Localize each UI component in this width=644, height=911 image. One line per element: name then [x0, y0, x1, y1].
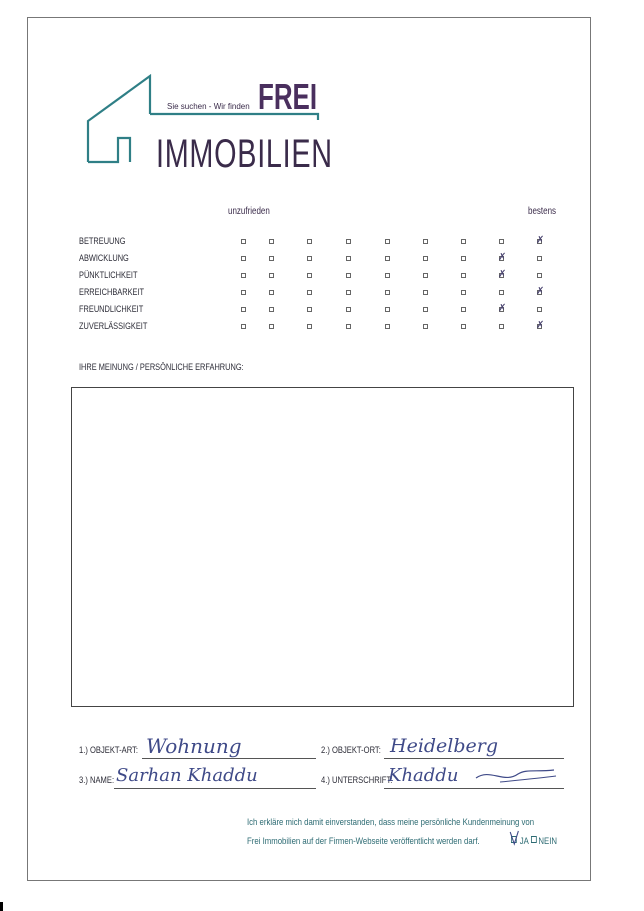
- rating-row-label: FREUNDLICHKEIT: [79, 304, 144, 315]
- rating-checkbox[interactable]: [499, 290, 504, 295]
- rating-checkbox[interactable]: [346, 273, 351, 278]
- rating-checkbox[interactable]: [461, 239, 466, 244]
- logo-frei: FREI: [258, 76, 318, 117]
- rating-checkbox[interactable]: [346, 256, 351, 261]
- rating-checkbox[interactable]: [461, 256, 466, 261]
- rating-checkbox[interactable]: [537, 256, 542, 261]
- rating-high-label: bestens: [528, 206, 557, 217]
- rating-checkbox[interactable]: [346, 307, 351, 312]
- logo-immobilien: IMMOBILIEN: [156, 132, 333, 176]
- rating-checkbox[interactable]: [385, 307, 390, 312]
- rating-checkbox[interactable]: [537, 307, 542, 312]
- rating-checkbox[interactable]: [307, 290, 312, 295]
- rating-check-mark-icon: ✗: [498, 269, 507, 280]
- rating-checkbox[interactable]: [423, 256, 428, 261]
- rating-checkbox[interactable]: [241, 256, 246, 261]
- rating-checkbox[interactable]: [269, 239, 274, 244]
- rating-checkbox[interactable]: [241, 290, 246, 295]
- name-line: [114, 788, 316, 789]
- comment-box[interactable]: [71, 387, 574, 707]
- rating-checkbox[interactable]: [461, 324, 466, 329]
- rating-checkbox[interactable]: [269, 256, 274, 261]
- objekt-art-line: [142, 758, 316, 759]
- rating-checkbox[interactable]: [499, 239, 504, 244]
- rating-checkbox[interactable]: [461, 273, 466, 278]
- rating-check-mark-icon: ✗: [498, 303, 507, 314]
- rating-checkbox[interactable]: [346, 239, 351, 244]
- rating-checkbox[interactable]: [461, 307, 466, 312]
- rating-checkbox[interactable]: [385, 239, 390, 244]
- rating-checkbox[interactable]: [385, 324, 390, 329]
- objekt-ort-value[interactable]: Heidelberg: [390, 735, 499, 757]
- rating-checkbox[interactable]: [307, 273, 312, 278]
- rating-low-label: unzufrieden: [228, 206, 270, 217]
- rating-checkbox[interactable]: [346, 290, 351, 295]
- rating-checkbox[interactable]: [269, 307, 274, 312]
- rating-checkbox[interactable]: [537, 273, 542, 278]
- rating-checkbox[interactable]: [423, 273, 428, 278]
- rating-checkbox[interactable]: [423, 324, 428, 329]
- unterschrift-line: [384, 788, 564, 789]
- rating-checkbox[interactable]: [423, 290, 428, 295]
- consent-line2: Frei Immobilien auf der Firmen-Webseite veröffentlicht werden darf.: [247, 836, 480, 847]
- ja-check-mark-icon: [509, 830, 520, 846]
- rating-check-mark-icon: ✗: [536, 320, 545, 331]
- name-label: 3.) NAME:: [79, 775, 115, 786]
- name-value[interactable]: Sarhan Khaddu: [116, 765, 258, 786]
- rating-checkbox[interactable]: [241, 324, 246, 329]
- rating-checkbox[interactable]: [307, 324, 312, 329]
- rating-check-mark-icon: ✗: [536, 286, 545, 297]
- rating-checkbox[interactable]: [269, 273, 274, 278]
- rating-checkbox[interactable]: [385, 273, 390, 278]
- rating-checkbox[interactable]: [307, 307, 312, 312]
- ja-label: JA: [519, 836, 529, 847]
- consent-line1: Ich erkläre mich damit einverstanden, dass meine persönliche Kundenmeinung von: [247, 817, 535, 828]
- nein-checkbox[interactable]: [531, 836, 537, 843]
- rating-checkbox[interactable]: [385, 290, 390, 295]
- objekt-art-value[interactable]: Wohnung: [146, 734, 242, 758]
- rating-row-label: ZUVERLÄSSIGKEIT: [79, 321, 148, 332]
- rating-row-label: PÜNKTLICHKEIT: [79, 270, 138, 281]
- logo-tagline: Sie suchen - Wir finden: [167, 102, 250, 111]
- rating-checkbox[interactable]: [385, 256, 390, 261]
- signature-value[interactable]: Khaddu: [388, 765, 459, 786]
- rating-checkbox[interactable]: [461, 290, 466, 295]
- rating-checkbox[interactable]: [423, 307, 428, 312]
- rating-checkbox[interactable]: [241, 273, 246, 278]
- rating-check-mark-icon: ✗: [498, 252, 507, 263]
- rating-check-mark-icon: ✗: [536, 235, 545, 246]
- consent-ja-option[interactable]: [511, 836, 529, 847]
- rating-checkbox[interactable]: [346, 324, 351, 329]
- rating-row-label: ERREICHBARKEIT: [79, 287, 145, 298]
- scan-edge-mark: [0, 902, 3, 911]
- comment-label: IHRE MEINUNG / PERSÖNLICHE ERFAHRUNG:: [79, 362, 244, 373]
- rating-checkbox[interactable]: [241, 239, 246, 244]
- rating-checkbox[interactable]: [423, 239, 428, 244]
- rating-checkbox[interactable]: [269, 324, 274, 329]
- objekt-ort-line: [384, 758, 564, 759]
- nein-label: NEIN: [538, 836, 557, 847]
- rating-checkbox[interactable]: [241, 307, 246, 312]
- objekt-ort-label: 2.) OBJEKT-ORT:: [321, 745, 381, 756]
- signature-flourish-icon: [470, 764, 560, 790]
- rating-row-label: BETREUUNG: [79, 236, 126, 247]
- rating-checkbox[interactable]: [499, 324, 504, 329]
- rating-checkbox[interactable]: [307, 239, 312, 244]
- objekt-art-label: 1.) OBJEKT-ART:: [79, 745, 138, 756]
- rating-checkbox[interactable]: [269, 290, 274, 295]
- rating-row-label: ABWICKLUNG: [79, 253, 129, 264]
- unterschrift-label: 4.) UNTERSCHRIFT:: [321, 775, 393, 786]
- rating-checkbox[interactable]: [307, 256, 312, 261]
- consent-nein-option[interactable]: [531, 836, 557, 847]
